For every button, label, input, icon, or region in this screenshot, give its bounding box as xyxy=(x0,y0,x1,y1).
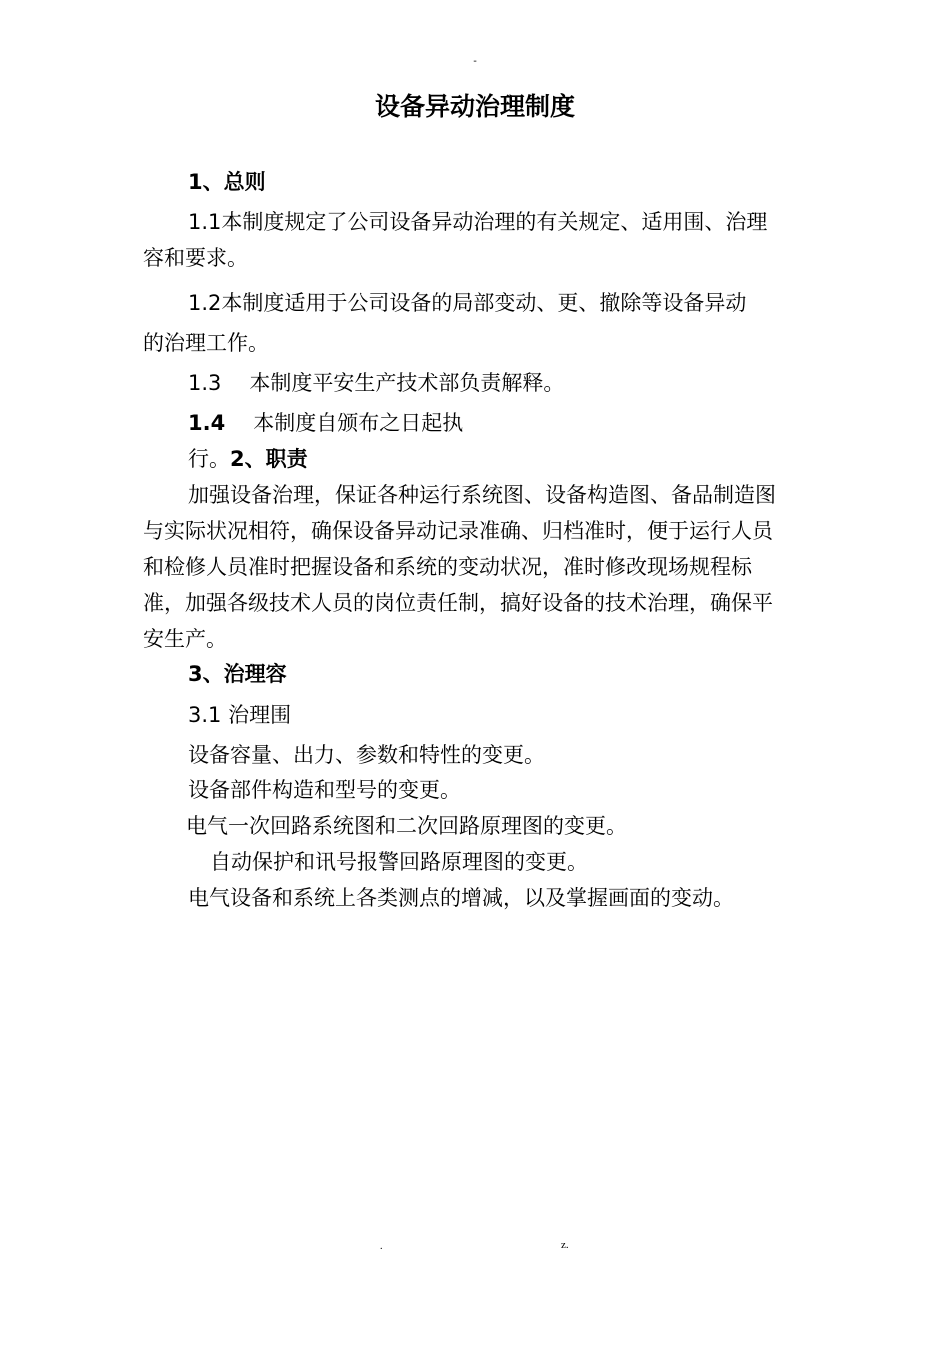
section-2-line-2: 与实际状况相符，确保设备异动记录准确、归档准时，便于运行人员 xyxy=(143,519,773,543)
section-3-heading: 3、治理容 xyxy=(188,662,287,686)
paragraph-1-1-line-1: 1.1本制度规定了公司设备异动治理的有关规定、适用围、治理 xyxy=(188,210,768,234)
footer-dot: . xyxy=(380,1241,383,1252)
paragraph-1-4-number: 1.4 xyxy=(188,411,226,435)
list-item: 设备部件构造和型号的变更。 xyxy=(188,778,461,802)
paragraph-1-4 xyxy=(188,409,463,437)
paragraph-1-1-line-2: 容和要求。 xyxy=(143,246,248,270)
paragraph-1-3-number: 1.3 xyxy=(188,371,222,395)
section-2-heading: 2、职责 xyxy=(230,447,308,471)
list-item: 自动保护和讯号报警回路原理图的变更。 xyxy=(210,850,588,874)
document-title: 设备异动治理制度 xyxy=(374,92,575,121)
list-item: 设备容量、出力、参数和特性的变更。 xyxy=(188,743,545,767)
paragraph-1-2-line-1: 1.2本制度适用于公司设备的局部变动、更、撤除等设备异动 xyxy=(188,291,747,315)
list-item: 电气一次回路系统图和二次回路原理图的变更。 xyxy=(186,814,627,838)
section-2-line-1: 加强设备治理，保证各种运行系统图、设备构造图、备品制造图 xyxy=(188,483,776,507)
footer-page-mark: z. xyxy=(561,1239,569,1251)
section-2-heading-line xyxy=(188,445,308,473)
section-2-line-3: 和检修人员准时把握设备和系统的变动状况，准时修改现场规程标 xyxy=(143,555,752,579)
list-item: 电气设备和系统上各类测点的增减，以及掌握画面的变动。 xyxy=(188,886,734,910)
section-2-line-5: 安生产。 xyxy=(143,627,227,651)
paragraph-1-3-text: 本制度平安生产技术部负责解释。 xyxy=(249,371,565,395)
paragraph-1-3 xyxy=(188,369,564,397)
section-2-line-4: 准，加强各级技术人员的岗位责任制，搞好设备的技术治理，确保平 xyxy=(143,591,773,615)
paragraph-1-4-tail: 行。 xyxy=(188,447,230,471)
section-1-heading: 1、总则 xyxy=(188,170,266,194)
paragraph-1-2-line-2: 的治理工作。 xyxy=(143,331,269,355)
paragraph-1-4-text: 本制度自颁布之日起执 xyxy=(253,411,464,435)
subsection-3-1: 3.1 治理围 xyxy=(188,703,292,727)
header-mark: - xyxy=(473,56,477,67)
